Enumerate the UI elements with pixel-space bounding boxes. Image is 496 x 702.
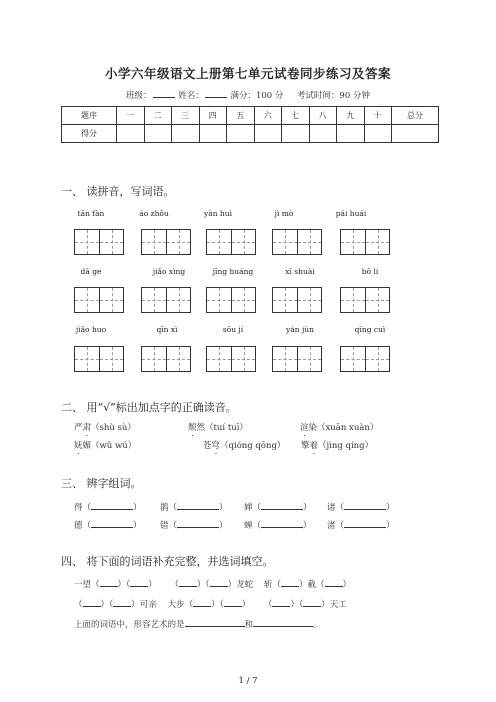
score-value-row	[62, 125, 439, 143]
page-title: 小学六年级语文上册第七单元试卷同步练习及答案	[104, 66, 391, 81]
dotted-char: 妩	[74, 441, 83, 451]
dotted-char: 穹	[211, 441, 221, 451]
score-cell[interactable]	[309, 125, 337, 143]
writing-grid[interactable]	[141, 346, 191, 372]
score-cell[interactable]	[227, 125, 255, 143]
pinyin-label: pái huái	[335, 209, 367, 218]
writing-grid[interactable]	[206, 287, 256, 313]
reading-choice[interactable]: 擎着（jìng qíng）	[301, 441, 374, 451]
reading-choice[interactable]: 严肃（shù sù）	[74, 423, 136, 433]
writing-grid[interactable]	[74, 287, 124, 313]
section-2-title: 二、 用“√”标出加点字的正确读音。	[61, 401, 237, 414]
pinyin-label: qīn xì	[156, 325, 178, 334]
reading-choice[interactable]: 妩媚（wǔ wú）	[74, 441, 137, 451]
pinyin-label: tān fàn	[77, 209, 105, 218]
pinyin-label: dā ge	[80, 267, 102, 276]
score-cell[interactable]	[254, 125, 282, 143]
word-group-item[interactable]: 鹊（ ）	[160, 503, 228, 513]
score-cell[interactable]	[117, 125, 145, 143]
word-group-item[interactable]: 诸（ ）	[327, 503, 395, 513]
page-number: 1 / 7	[238, 676, 258, 686]
writing-grid[interactable]	[141, 229, 191, 255]
writing-grid[interactable]	[272, 346, 322, 372]
writing-grid[interactable]	[141, 287, 191, 313]
score-header-cell: 六	[254, 107, 282, 125]
writing-grid[interactable]	[272, 229, 322, 255]
score-cell[interactable]	[172, 125, 200, 143]
exam-meta	[0, 89, 496, 101]
score-cell[interactable]	[144, 125, 172, 143]
fill-line-1[interactable]: 一望（ ）（ ） （ ）（ ）龙蛇 斩（ ）截（ ）	[74, 580, 352, 590]
score-cell[interactable]	[282, 125, 310, 143]
writing-grid[interactable]	[340, 287, 390, 313]
score-header-row	[62, 107, 439, 125]
word-group-item[interactable]: 蝉（ ）	[244, 521, 312, 531]
writing-grid[interactable]	[272, 287, 322, 313]
pinyin-label: jīng huáng	[212, 267, 254, 276]
writing-grid[interactable]	[340, 229, 390, 255]
dotted-char: 肃	[82, 423, 92, 433]
score-header-cell: 四	[199, 107, 227, 125]
pinyin-label: jì mò	[274, 209, 294, 218]
score-cell[interactable]	[364, 125, 392, 143]
fill-line-2[interactable]: （ ）（ ）可亲 大步（ ）（ ） （ ）（ ）天工	[74, 600, 347, 610]
name-blank[interactable]	[205, 89, 227, 98]
full-score: 满分：100 分	[230, 91, 284, 101]
score-header-cell: 十	[364, 107, 392, 125]
name-label: 姓名：	[178, 91, 204, 101]
reading-choice[interactable]: 渲染（xuān xuàn）	[300, 423, 379, 433]
pinyin-label: jiǎo xìng	[152, 267, 186, 276]
reading-choice[interactable]: 颓然（tuí tuī）	[188, 423, 248, 433]
score-header-cell: 一	[117, 107, 145, 125]
pinyin-label: áo zhōu	[139, 209, 169, 218]
word-group-item[interactable]: 渚（ ）	[327, 521, 395, 531]
writing-grid[interactable]	[74, 346, 124, 372]
score-header-cell: 五	[227, 107, 255, 125]
score-cell[interactable]	[392, 125, 439, 143]
score-header-cell: 题序	[62, 107, 117, 125]
pinyin-label: jiǎo huo	[75, 325, 107, 334]
pinyin-label: sōu jí	[222, 325, 244, 334]
pinyin-label: yàn huì	[204, 209, 232, 218]
dotted-char: 颓	[188, 423, 197, 433]
section-1-title: 一、 读拼音，写词语。	[61, 185, 175, 198]
reading-choice[interactable]: 苍穹（qióng qōng）	[203, 441, 286, 451]
score-header-cell: 七	[282, 107, 310, 125]
score-header-cell: 三	[172, 107, 200, 125]
class-blank[interactable]	[153, 89, 175, 98]
section-4-title: 四、 将下面的词语补充完整，并选词填空。	[61, 555, 274, 568]
class-label: 班级：	[126, 91, 152, 101]
writing-grid[interactable]	[340, 346, 390, 372]
writing-grid[interactable]	[74, 229, 124, 255]
score-row-label: 得分	[62, 125, 117, 143]
score-header-cell: 二	[144, 107, 172, 125]
dotted-char: 着	[309, 441, 319, 451]
word-group-item[interactable]: 德（ ）	[74, 521, 142, 531]
word-group-item[interactable]: 婵（ ）	[244, 503, 312, 513]
score-cell[interactable]	[337, 125, 365, 143]
pinyin-label: xī shuài	[285, 267, 315, 276]
word-group-item[interactable]: 错（ ）	[160, 521, 228, 531]
pinyin-label: yán jùn	[286, 325, 314, 334]
pinyin-label: qīng cuì	[354, 325, 386, 334]
writing-grid[interactable]	[206, 346, 256, 372]
word-group-item[interactable]: 得（ ）	[74, 503, 142, 513]
writing-grid[interactable]	[206, 229, 256, 255]
dotted-char: 渲	[300, 423, 309, 433]
section-3-title: 三、 辨字组词。	[61, 477, 142, 490]
score-header-cell: 八	[309, 107, 337, 125]
score-header-cell: 九	[337, 107, 365, 125]
exam-time: 考试时间：90 分钟	[296, 91, 370, 101]
fill-line-3[interactable]: 上面的词语中，形容艺术的是 和 。	[74, 620, 322, 630]
score-header-cell: 总分	[392, 107, 439, 125]
pinyin-label: bō li	[361, 267, 379, 276]
score-cell[interactable]	[199, 125, 227, 143]
score-table	[61, 106, 439, 143]
